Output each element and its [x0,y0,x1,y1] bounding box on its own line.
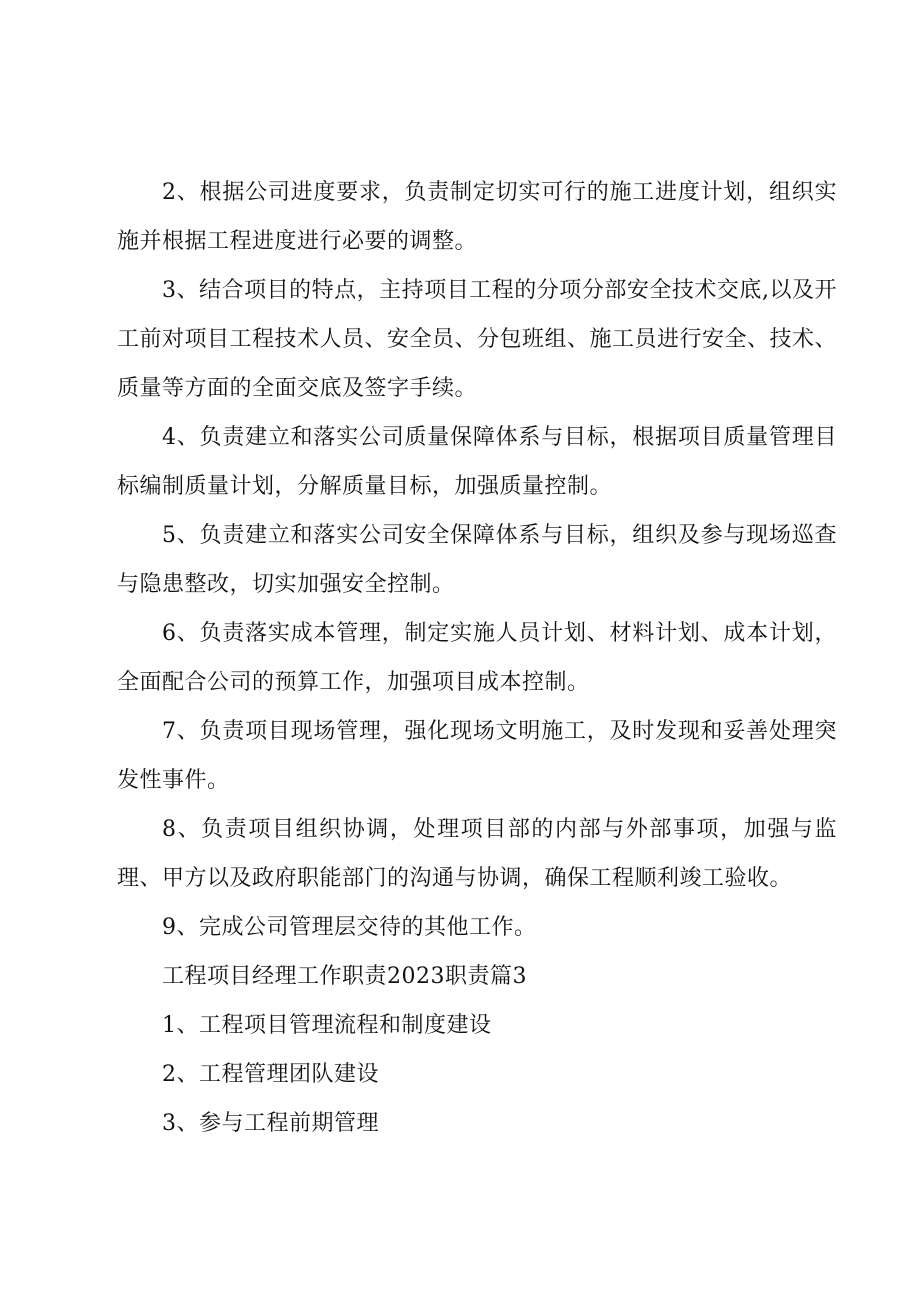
section-item-3: 3、参与工程前期管理 [162,1111,379,1136]
section-heading: 工程项目经理工作职责2023职责篇3 [162,964,527,989]
paragraph-item-3: 3、结合项目的特点，主持项目工程的分项分部安全技术交底,以及开工前对项目工程技术人员、安全员、分包班组、施工员进行安全、技术、质量等方面的全面交底及签字手续。 [117,278,838,401]
section-item-2: 2、工程管理团队建设 [162,1062,379,1087]
document-body [117,168,837,1148]
paragraph-item-5: 5、负责建立和落实公司安全保障体系与目标，组织及参与现场巡查与隐患整改，切实加强安全控制。 [117,523,837,597]
paragraph-item-4: 4、负责建立和落实公司质量保障体系与目标，根据项目质量管理目标编制质量计划，分解质量目标，加强质量控制。 [117,425,837,499]
paragraph-item-8: 8、负责项目组织协调，处理项目部的内部与外部事项，加强与监理、甲方以及政府职能部门的沟通与协调，确保工程顺利竣工验收。 [117,817,837,891]
paragraph-item-2: 2、根据公司进度要求，负责制定切实可行的施工进度计划，组织实施并根据工程进度进行必要的调整。 [117,180,837,254]
paragraph-item-9: 9、完成公司管理层交待的其他工作。 [162,915,537,940]
paragraph-item-7: 7、负责项目现场管理，强化现场文明施工，及时发现和妥善处理突发性事件。 [117,719,837,793]
section-item-1: 1、工程项目管理流程和制度建设 [162,1013,492,1038]
paragraph-item-6: 6、负责落实成本管理，制定实施人员计划、材料计划、成本计划，全面配合公司的预算工作，加强项目成本控制。 [117,621,837,695]
